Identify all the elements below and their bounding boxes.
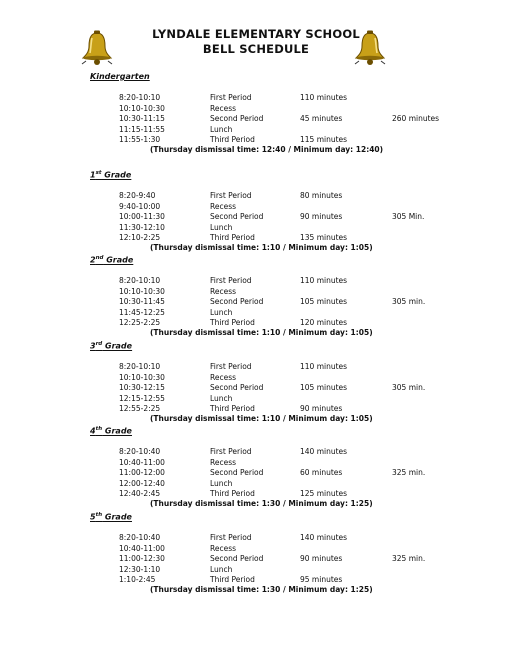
grade-heading xyxy=(90,426,132,436)
schedule-row xyxy=(0,373,512,384)
period-name: Second Period xyxy=(210,554,264,563)
period-duration: 105 minutes xyxy=(300,297,348,306)
dismissal-note: (Thursday dismissal time: 1:10 / Minimum day: 1:05) xyxy=(150,327,373,337)
schedule-row xyxy=(0,533,512,544)
period-duration: 110 minutes xyxy=(300,362,348,371)
grade-section xyxy=(0,341,512,421)
time-range: 12:30-1:10 xyxy=(119,564,161,574)
total-minutes: 260 minutes xyxy=(392,114,440,123)
schedule-row xyxy=(0,554,512,565)
schedule-row xyxy=(0,458,512,469)
time-range: 12:40-2:45 xyxy=(119,489,161,498)
period-name: Recess xyxy=(210,201,237,211)
time-range: 8:20-9:40 xyxy=(119,191,156,200)
time-range: 8:20-10:10 xyxy=(119,93,161,102)
grade-name: 5 xyxy=(90,512,96,522)
time-range: 8:20-10:10 xyxy=(119,362,161,371)
period-name: Third Period xyxy=(210,135,255,144)
time-range: 10:10-10:30 xyxy=(119,286,165,296)
period-name: Lunch xyxy=(210,478,233,488)
grade-name: Kindergarten xyxy=(90,72,150,81)
dismissal-note: (Thursday dismissal time: 1:30 / Minimum day: 1:25) xyxy=(150,498,373,508)
grade-heading xyxy=(90,72,150,81)
time-range: 11:15-11:55 xyxy=(119,124,165,134)
schedule-row xyxy=(0,202,512,213)
period-name: Recess xyxy=(210,103,237,113)
period-name: First Period xyxy=(210,276,252,285)
time-range: 12:25-2:25 xyxy=(119,318,161,327)
period-duration: 135 minutes xyxy=(300,233,348,242)
period-name: Second Period xyxy=(210,212,264,221)
grade-section xyxy=(0,426,512,506)
period-duration: 90 minutes xyxy=(300,554,343,563)
grade-ordinal: th xyxy=(95,426,103,432)
period-name: Lunch xyxy=(210,307,233,317)
period-name: Recess xyxy=(210,372,237,382)
time-range: 10:00-11:30 xyxy=(119,212,165,221)
dismissal-note: (Thursday dismissal time: 1:10 / Minimum day: 1:05) xyxy=(150,413,373,423)
schedule-row xyxy=(0,276,512,287)
total-minutes: 305 min. xyxy=(392,383,426,392)
period-name: First Period xyxy=(210,93,252,102)
period-duration: 140 minutes xyxy=(300,533,348,542)
grade-section xyxy=(0,72,512,152)
time-range: 12:00-12:40 xyxy=(119,478,165,488)
grade-heading xyxy=(90,341,132,351)
schedule-row xyxy=(0,287,512,298)
grade-suffix: Grade xyxy=(102,512,132,522)
schedule-row xyxy=(0,114,512,125)
period-name: First Period xyxy=(210,533,252,542)
time-range: 11:30-12:10 xyxy=(119,222,165,232)
period-name: Recess xyxy=(210,457,237,467)
schedule-row xyxy=(0,479,512,490)
time-range: 11:00-12:30 xyxy=(119,554,165,563)
time-range: 8:20-10:40 xyxy=(119,447,161,456)
grade-suffix: Grade xyxy=(102,341,133,351)
schedule-row xyxy=(0,362,512,373)
time-range: 11:00-12:00 xyxy=(119,468,165,477)
time-range: 10:30-11:15 xyxy=(119,114,165,123)
grade-name: 1 xyxy=(90,170,96,180)
time-range: 10:30-12:15 xyxy=(119,383,165,392)
grade-name: 2 xyxy=(90,255,96,265)
period-name: Third Period xyxy=(210,233,255,242)
time-range: 8:20-10:40 xyxy=(119,533,161,542)
period-duration: 110 minutes xyxy=(300,276,348,285)
period-name: Lunch xyxy=(210,124,233,134)
dismissal-note: (Thursday dismissal time: 1:10 / Minimum day: 1:05) xyxy=(150,242,373,252)
time-range: 11:45-12:25 xyxy=(119,307,165,317)
grade-name: 3 xyxy=(90,341,96,351)
period-name: Lunch xyxy=(210,393,233,403)
period-duration: 140 minutes xyxy=(300,447,348,456)
time-range: 10:10-10:30 xyxy=(119,372,165,382)
grade-section xyxy=(0,512,512,592)
period-name: Second Period xyxy=(210,383,264,392)
schedule-row xyxy=(0,447,512,458)
total-minutes: 325 min. xyxy=(392,468,426,477)
time-range: 10:40-11:00 xyxy=(119,543,165,553)
period-duration: 115 minutes xyxy=(300,135,348,144)
period-name: First Period xyxy=(210,362,252,371)
grade-heading xyxy=(90,255,133,265)
period-name: Third Period xyxy=(210,489,255,498)
period-name: Second Period xyxy=(210,297,264,306)
grade-ordinal: st xyxy=(95,170,102,176)
period-duration: 90 minutes xyxy=(300,212,343,221)
period-name: Third Period xyxy=(210,404,255,413)
period-name: Recess xyxy=(210,286,237,296)
time-range: 12:55-2:25 xyxy=(119,404,161,413)
school-title: LYNDALE ELEMENTARY SCHOOL xyxy=(152,27,360,41)
schedule-row xyxy=(0,212,512,223)
period-duration: 90 minutes xyxy=(300,404,343,413)
grade-section xyxy=(0,170,512,250)
period-duration: 120 minutes xyxy=(300,318,348,327)
time-range: 12:15-12:55 xyxy=(119,393,165,403)
time-range: 10:30-11:45 xyxy=(119,297,165,306)
grade-ordinal: th xyxy=(95,512,103,518)
dismissal-note: (Thursday dismissal time: 12:40 / Minimum day: 12:40) xyxy=(150,144,384,154)
period-name: Third Period xyxy=(210,318,255,327)
grade-name: 4 xyxy=(90,426,96,436)
period-name: Lunch xyxy=(210,222,233,232)
schedule-row xyxy=(0,565,512,576)
period-name: Lunch xyxy=(210,564,233,574)
period-name: Recess xyxy=(210,543,237,553)
total-minutes: 325 min. xyxy=(392,554,426,563)
period-duration: 60 minutes xyxy=(300,468,343,477)
time-range: 11:55-1:30 xyxy=(119,135,161,144)
time-range: 10:40-11:00 xyxy=(119,457,165,467)
grade-suffix: Grade xyxy=(103,255,134,265)
period-duration: 80 minutes xyxy=(300,191,343,200)
grade-suffix: Grade xyxy=(101,170,132,180)
period-duration: 105 minutes xyxy=(300,383,348,392)
period-name: Third Period xyxy=(210,575,255,584)
grade-suffix: Grade xyxy=(102,426,132,436)
grade-heading xyxy=(90,170,131,180)
time-range: 9:40-10:00 xyxy=(119,201,161,211)
schedule-row xyxy=(0,394,512,405)
time-range: 1:10-2:45 xyxy=(119,575,156,584)
period-duration: 110 minutes xyxy=(300,93,348,102)
period-duration: 45 minutes xyxy=(300,114,343,123)
schedule-row xyxy=(0,191,512,202)
grade-heading xyxy=(90,512,132,522)
total-minutes: 305 Min. xyxy=(392,212,425,221)
total-minutes: 305 min. xyxy=(392,297,426,306)
schedule-row xyxy=(0,308,512,319)
schedule-row xyxy=(0,223,512,234)
schedule-row xyxy=(0,468,512,479)
period-name: First Period xyxy=(210,447,252,456)
period-name: Second Period xyxy=(210,114,264,123)
schedule-row xyxy=(0,125,512,136)
period-duration: 125 minutes xyxy=(300,489,348,498)
period-name: Second Period xyxy=(210,468,264,477)
schedule-row xyxy=(0,383,512,394)
schedule-title: BELL SCHEDULE xyxy=(202,42,310,56)
time-range: 10:10-10:30 xyxy=(119,103,165,113)
time-range: 8:20-10:10 xyxy=(119,276,161,285)
time-range: 12:10-2:25 xyxy=(119,233,161,242)
dismissal-note: (Thursday dismissal time: 1:30 / Minimum day: 1:25) xyxy=(150,584,373,594)
period-duration: 95 minutes xyxy=(300,575,343,584)
schedule-row xyxy=(0,93,512,104)
period-name: First Period xyxy=(210,191,252,200)
grade-section xyxy=(0,255,512,335)
schedule-row xyxy=(0,544,512,555)
schedule-row xyxy=(0,297,512,308)
grade-ordinal: nd xyxy=(95,255,104,261)
grade-ordinal: rd xyxy=(95,341,103,347)
schedule-row xyxy=(0,104,512,115)
